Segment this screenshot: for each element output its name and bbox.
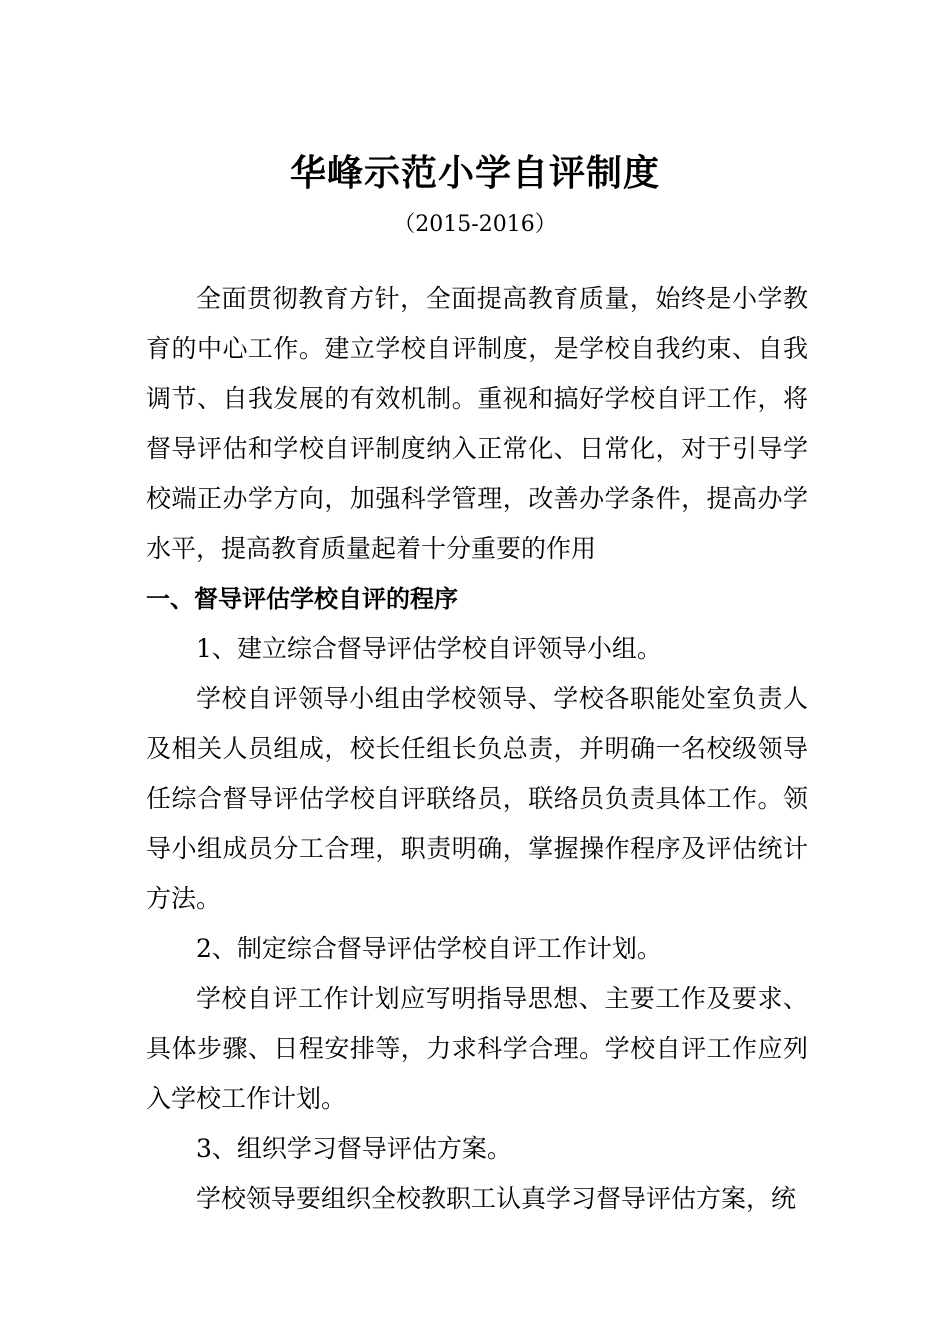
section-heading: 一、督导评估学校自评的程序: [146, 585, 458, 613]
document-title: 华峰示范小学自评制度: [289, 153, 660, 194]
intro-paragraph: 全面贯彻教育方针，全面提高教育质量，始终是小学教育的中心工作。建立学校自评制度，是学校自我约束、自我调节、自我发展的有效机制。重视和搞好学校自评工作，将督导评估和学校自评制度纳入正常化、日常化，对于引导学校端正办学方向，加强科学管理，改善办学条件，提高办学水平，提高教育质量起着十分重要的作用: [146, 284, 808, 563]
item-3-title: 3、组织学习督导评估方案。: [196, 1134, 512, 1163]
item-3-body: 学校领导要组织全校教职工认真学习督导评估方案，统: [196, 1184, 797, 1213]
item-1-body: 学校自评领导小组由学校领导、学校各职能处室负责人及相关人员组成，校长任组长负总责，并明确一名校级领导任综合督导评估学校自评联络员，联络员负责具体工作。领导小组成员分工合理，职责明确，掌握操作程序及评估统计方法。: [146, 684, 808, 913]
document-body: [146, 274, 808, 1224]
item-1-title: 1、建立综合督导评估学校自评领导小组。: [196, 634, 662, 663]
document-subtitle: （2015-2016）: [393, 212, 557, 237]
item-2-title: 2、制定综合督导评估学校自评工作计划。: [196, 934, 662, 963]
item-2-body: 学校自评工作计划应写明指导思想、主要工作及要求、具体步骤、日程安排等，力求科学合理。学校自评工作应列入学校工作计划。: [146, 984, 808, 1113]
